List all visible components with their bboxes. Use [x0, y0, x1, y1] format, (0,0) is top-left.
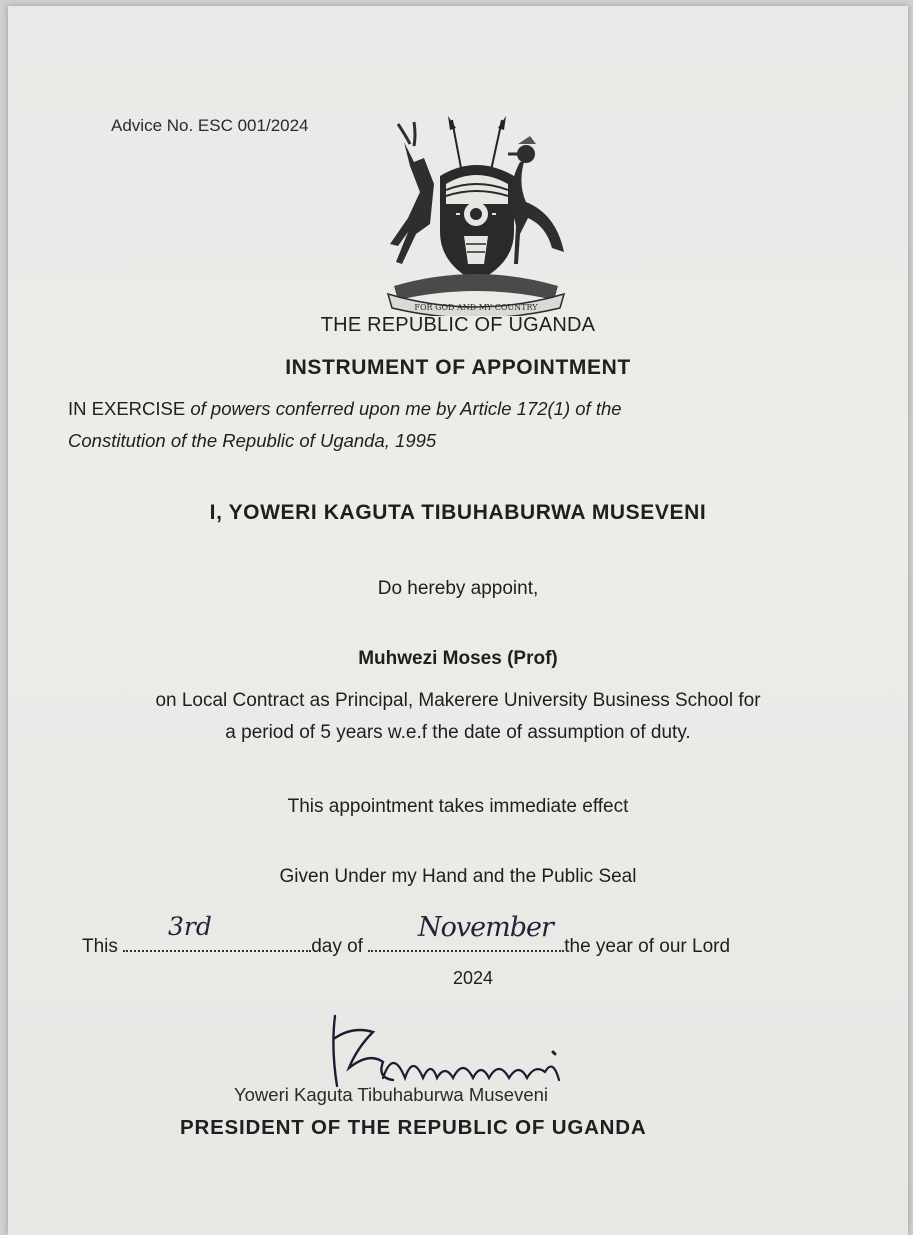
given-statement: Given Under my Hand and the Public Seal [279, 866, 637, 887]
handwritten-day: 3rd [168, 912, 212, 941]
contract-line-1: on Local Contract as Principal, Makerere University Business School for [155, 690, 761, 711]
coat-of-arms-icon [368, 114, 568, 316]
preamble-line-1 [68, 398, 622, 420]
signatory-title: PRESIDENT OF THE REPUBLIC OF UGANDA [180, 1116, 647, 1139]
day-of-label: day of [311, 936, 363, 957]
document-title: INSTRUMENT OF APPOINTMENT [285, 356, 631, 379]
day-dotted-field [123, 936, 311, 952]
effect-statement: This appointment takes immediate effect [287, 796, 629, 817]
handwritten-month: November [418, 912, 553, 943]
preamble-line-2: Constitution of the Republic of Uganda, 1995 [68, 430, 437, 451]
signature-image [313, 1008, 573, 1104]
advice-number: Advice No. ESC 001/2024 [111, 116, 309, 135]
appointee-name: Muhwezi Moses (Prof) [358, 648, 558, 669]
document-page [8, 6, 908, 1235]
appointer-name: I, YOWERI KAGUTA TIBUHABURWA MUSEVENI [209, 501, 707, 524]
republic-heading: THE REPUBLIC OF UGANDA [320, 314, 596, 336]
contract-line-2: a period of 5 years w.e.f the date of assumption of duty. [225, 722, 691, 743]
year-label: the year of our Lord [564, 936, 731, 957]
preamble-rest: of powers conferred upon me by Article 172(1) of the [185, 398, 622, 419]
year-value: 2024 [452, 968, 494, 988]
signatory-name: Yoweri Kaguta Tibuhaburwa Museveni [234, 1084, 549, 1105]
appoint-phrase: Do hereby appoint, [377, 578, 539, 599]
this-label: This [82, 936, 118, 957]
motto-ribbon: FOR GOD AND MY COUNTRY [414, 303, 538, 312]
preamble-caps: IN EXERCISE [68, 398, 186, 419]
